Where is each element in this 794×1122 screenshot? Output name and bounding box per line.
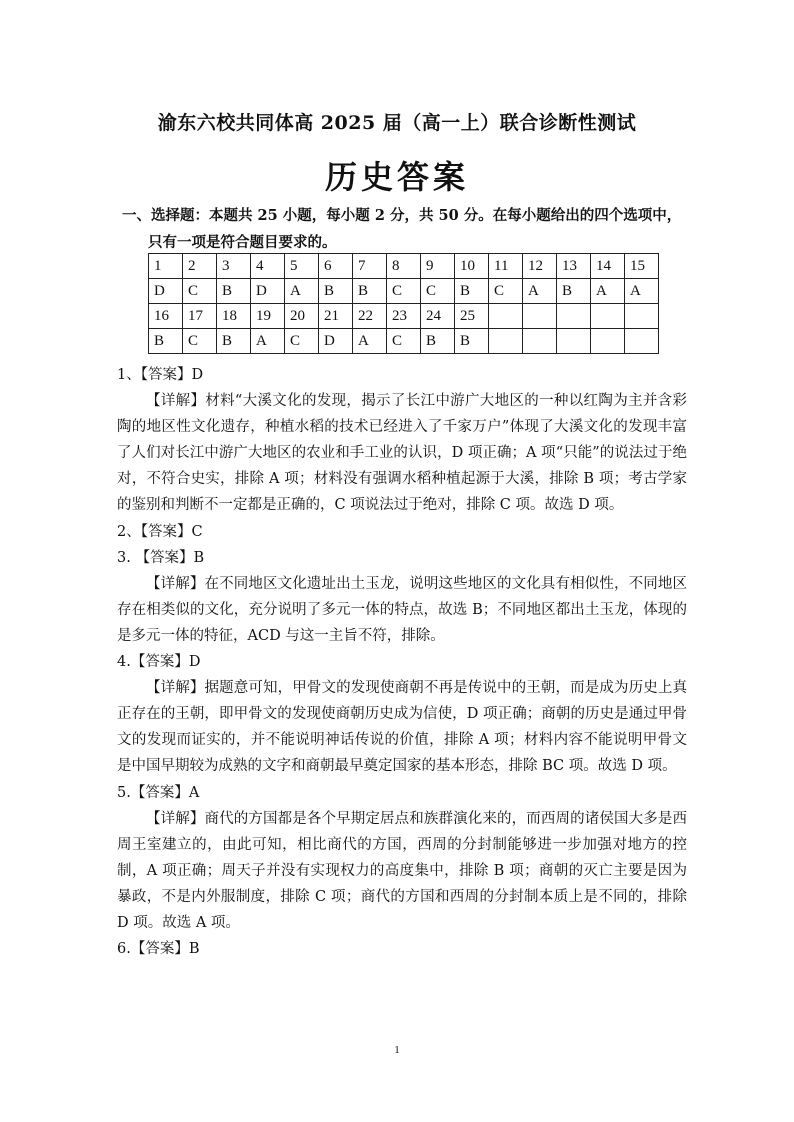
- answer-line: 3. 【答案】B: [117, 549, 205, 566]
- answer-table-row: [149, 279, 659, 304]
- answer-cell: A: [251, 329, 285, 354]
- answer-cell: C: [183, 329, 217, 354]
- answer-table: [148, 253, 659, 354]
- instructions-line-1: 一、选择题：本题共 25 小题，每小题 2 分，共 50 分。在每小题给出的四个选项中，: [122, 207, 682, 224]
- question-number-cell: 25: [455, 304, 489, 329]
- answer-cell: B: [421, 329, 455, 354]
- answer-line: 6.【答案】B: [117, 941, 200, 958]
- answer-cell: A: [523, 279, 557, 304]
- question-number-cell: 19: [251, 304, 285, 329]
- question-number-cell: 5: [285, 254, 319, 279]
- answer-table-row: [149, 329, 659, 354]
- question-number-cell: 16: [149, 304, 183, 329]
- answer-cell: B: [455, 279, 489, 304]
- instructions-line-2: 只有一项是符合题目要求的。: [148, 234, 337, 251]
- answer-cell: A: [353, 329, 387, 354]
- question-number-cell: [557, 304, 591, 329]
- question-number-cell: 10: [455, 254, 489, 279]
- question-number-cell: 6: [319, 254, 353, 279]
- question-number-cell: 18: [217, 304, 251, 329]
- answer-cell: B: [455, 329, 489, 354]
- question-number-cell: 3: [217, 254, 251, 279]
- answer-explanations: [117, 362, 687, 962]
- question-number-cell: 9: [421, 254, 455, 279]
- question-number-cell: 12: [523, 254, 557, 279]
- answer-cell: C: [387, 279, 421, 304]
- explanation-paragraph: 【详解】材料“大溪文化的发现，揭示了长江中游广大地区的一种以红陶为主并含彩陶的地区性文化遗存，种植水稻的技术已经进入了千家万户”体现了大溪文化的发现丰富了人们对长江中游广大地区的农业和手工业的认识，D 项正确；A 项“只能”的说法过于绝对，不符合史实，排除 A 项；材料没有强调水稻种植起源于大溪，排除 B 项；考古学家的鉴别和判断不一定都是正确的，C 项说法过于绝对，排除 C 项。故选 D 项。: [117, 393, 687, 514]
- answer-cell: B: [217, 279, 251, 304]
- answer-cell: C: [285, 329, 319, 354]
- answer-heading: 历史答案: [324, 158, 469, 196]
- answer-cell: [557, 329, 591, 354]
- answer-cell: C: [183, 279, 217, 304]
- explanation-paragraph: 【详解】在不同地区文化遗址出土玉龙，说明这些地区的文化具有相似性，不同地区存在相类似的文化，充分说明了多元一体的特点，故选 B；不同地区都出土玉龙，体现的是多元一体的特征，ACD 与这一主旨不符，排除。: [117, 575, 687, 644]
- answer-cell: [523, 329, 557, 354]
- answer-cell: B: [319, 279, 353, 304]
- question-number-cell: 13: [557, 254, 591, 279]
- question-number-cell: [591, 304, 625, 329]
- section-instructions: [122, 202, 682, 256]
- answer-cell: [489, 329, 523, 354]
- answer-cell: B: [217, 329, 251, 354]
- answer-cell: C: [387, 329, 421, 354]
- answer-cell: A: [591, 279, 625, 304]
- question-number-cell: 4: [251, 254, 285, 279]
- question-number-cell: [523, 304, 557, 329]
- question-number-cell: [489, 304, 523, 329]
- page-number: 1: [394, 1044, 400, 1056]
- answer-line: 5.【答案】A: [117, 784, 200, 801]
- question-number-cell: 23: [387, 304, 421, 329]
- answer-cell: D: [149, 279, 183, 304]
- explanation-paragraph: 【详解】商代的方国都是各个早期定居点和族群演化来的，而西周的诸侯国大多是西周王室建立的，由此可知，相比商代的方国，西周的分封制能够进一步加强对地方的控制，A 项正确；周天子并没有实现权力的高度集中，排除 B 项；商朝的灭亡主要是因为暴政，不是内外服制度，排除 C 项；商代的方国和西周的分封制本质上是不同的，排除 D 项。故选 A 项。: [117, 810, 687, 931]
- question-number-cell: 1: [149, 254, 183, 279]
- question-number-cell: 14: [591, 254, 625, 279]
- answer-cell: D: [319, 329, 353, 354]
- question-number-cell: 24: [421, 304, 455, 329]
- question-number-cell: 2: [183, 254, 217, 279]
- question-number-cell: 11: [489, 254, 523, 279]
- answer-cell: B: [557, 279, 591, 304]
- question-number-cell: 21: [319, 304, 353, 329]
- question-number-cell: 15: [625, 254, 659, 279]
- answer-table-row: [149, 304, 659, 329]
- explanation-paragraph: 【详解】据题意可知，甲骨文的发现使商朝不再是传说中的王朝，而是成为历史上真正存在的王朝，即甲骨文的发现使商朝历史成为信使，D 项正确；商朝的历史是通过甲骨文的发现而证实的，并不能说明神话传说的价值，排除 A 项；材料内容不能说明甲骨文是中国早期较为成熟的文字和商朝最早奠定国家的基本形态，排除 BC 项。故选 D 项。: [117, 680, 687, 775]
- answer-cell: [625, 329, 659, 354]
- answer-cell: A: [285, 279, 319, 304]
- question-number-cell: 22: [353, 304, 387, 329]
- answer-line: 1、【答案】D: [117, 367, 204, 383]
- question-number-cell: 8: [387, 254, 421, 279]
- answer-cell: C: [421, 279, 455, 304]
- answer-cell: B: [353, 279, 387, 304]
- exam-title: 渝东六校共同体高 2025 届（高一上）联合诊断性测试: [157, 112, 637, 134]
- question-number-cell: [625, 304, 659, 329]
- answer-line: 4.【答案】D: [117, 654, 201, 671]
- answer-line: 2、【答案】C: [117, 523, 203, 540]
- answer-table-row: [149, 254, 659, 279]
- answer-cell: C: [489, 279, 523, 304]
- answer-cell: [591, 329, 625, 354]
- answer-cell: D: [251, 279, 285, 304]
- answer-cell: A: [625, 279, 659, 304]
- answer-cell: B: [149, 329, 183, 354]
- question-number-cell: 17: [183, 304, 217, 329]
- question-number-cell: 7: [353, 254, 387, 279]
- question-number-cell: 20: [285, 304, 319, 329]
